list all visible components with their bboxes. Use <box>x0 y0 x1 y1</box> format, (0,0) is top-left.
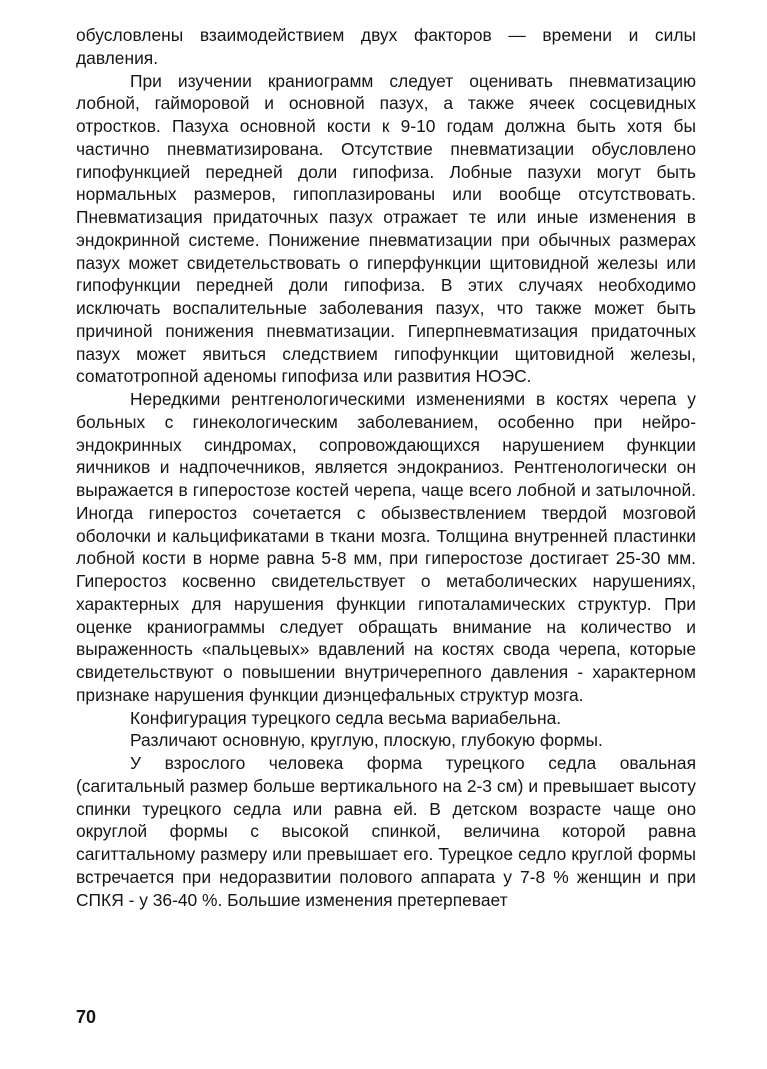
paragraph-adult-sella: У взрослого человека форма турецкого седла овальная (сагитальный размер больше вертикального на 2-3 см) и превышает высоту спинки турецкого седла или равна ей. В детском возрасте чаще оно округлой формы с высокой спинкой, величина которой равна сагиттальному размеру или превышает его. Турецкое седло круглой формы встречается при недоразвитии полового аппарата у 7-8 % женщин и при СПКЯ - у 36-40 %. Большие изменения претерпевает <box>76 753 696 910</box>
page-number: 70 <box>76 1007 97 1027</box>
paragraph-sella-forms: Различают основную, круглую, плоскую, глубокую формы. <box>130 730 603 751</box>
paragraph-sella-configuration: Конфигурация турецкого седла весьма вариабельна. <box>130 707 562 728</box>
paragraph-continuation: обусловлены взаимодействием двух факторов — времени и силы давления. <box>76 25 696 68</box>
paragraph-pneumatization: При изучении краниограмм следует оценивать пневматизацию лобной, гайморовой и основной пазух, а также ячеек сосцевидных отростков. Пазуха основной кости к 9-10 годам должна быть хотя бы частично пневматизирована. Отсутствие пневматизации обусловлено гипофункцией передней доли гипофиза. Лобные пазухи могут быть нормальных размеров, гипоплазированы или вообще отсутствовать. Пневматизация придаточных пазух отражает те или иные изменения в эндокринной системе. Понижение пневматизации при обычных размерах пазух может свидетельствовать о гиперфункции щитовидной железы или гипофункции передней доли гипофиза. В этих случаях необходимо исключать воспалительные заболевания пазух, что также может быть причиной понижения пневматизации. Гиперпневматизация придаточных пазух может явиться следствием гипофункции щитовидной железы, соматотропной аденомы гипофиза или развития НОЭС. <box>76 70 696 387</box>
paragraph-endocraniosis: Нередкими рентгенологическими изменениями в костях черепа у больных с гинекологическим заболеванием, особенно при нейро-эндокринных синдромах, сопровождающихся нарушением функции яичников и надпочечников, является эндокраниоз. Рентгенологически он выражается в гиперостозе костей черепа, чаще всего лобной и затылочной. Иногда гиперостоз сочетается с обызвествлением твердой мозговой оболочки и кальцификатами в ткани мозга. Толщина внутренней пластинки лобной кости в норме равна 5-8 мм, при гиперостозе достигает 25-30 мм. Гиперостоз косвенно свидетельствует о метаболических нарушениях, характерных для нарушения функции гипоталамических структур. При оценке краниограммы следует обращать внимание на количество и выраженность «пальцевых» вдавлений на костях свода черепа, которые свидетельствуют о повышении внутричерепного давления - характерном признаке нарушения функции диэнцефальных структур мозга. <box>76 389 696 705</box>
body-text <box>76 24 696 911</box>
